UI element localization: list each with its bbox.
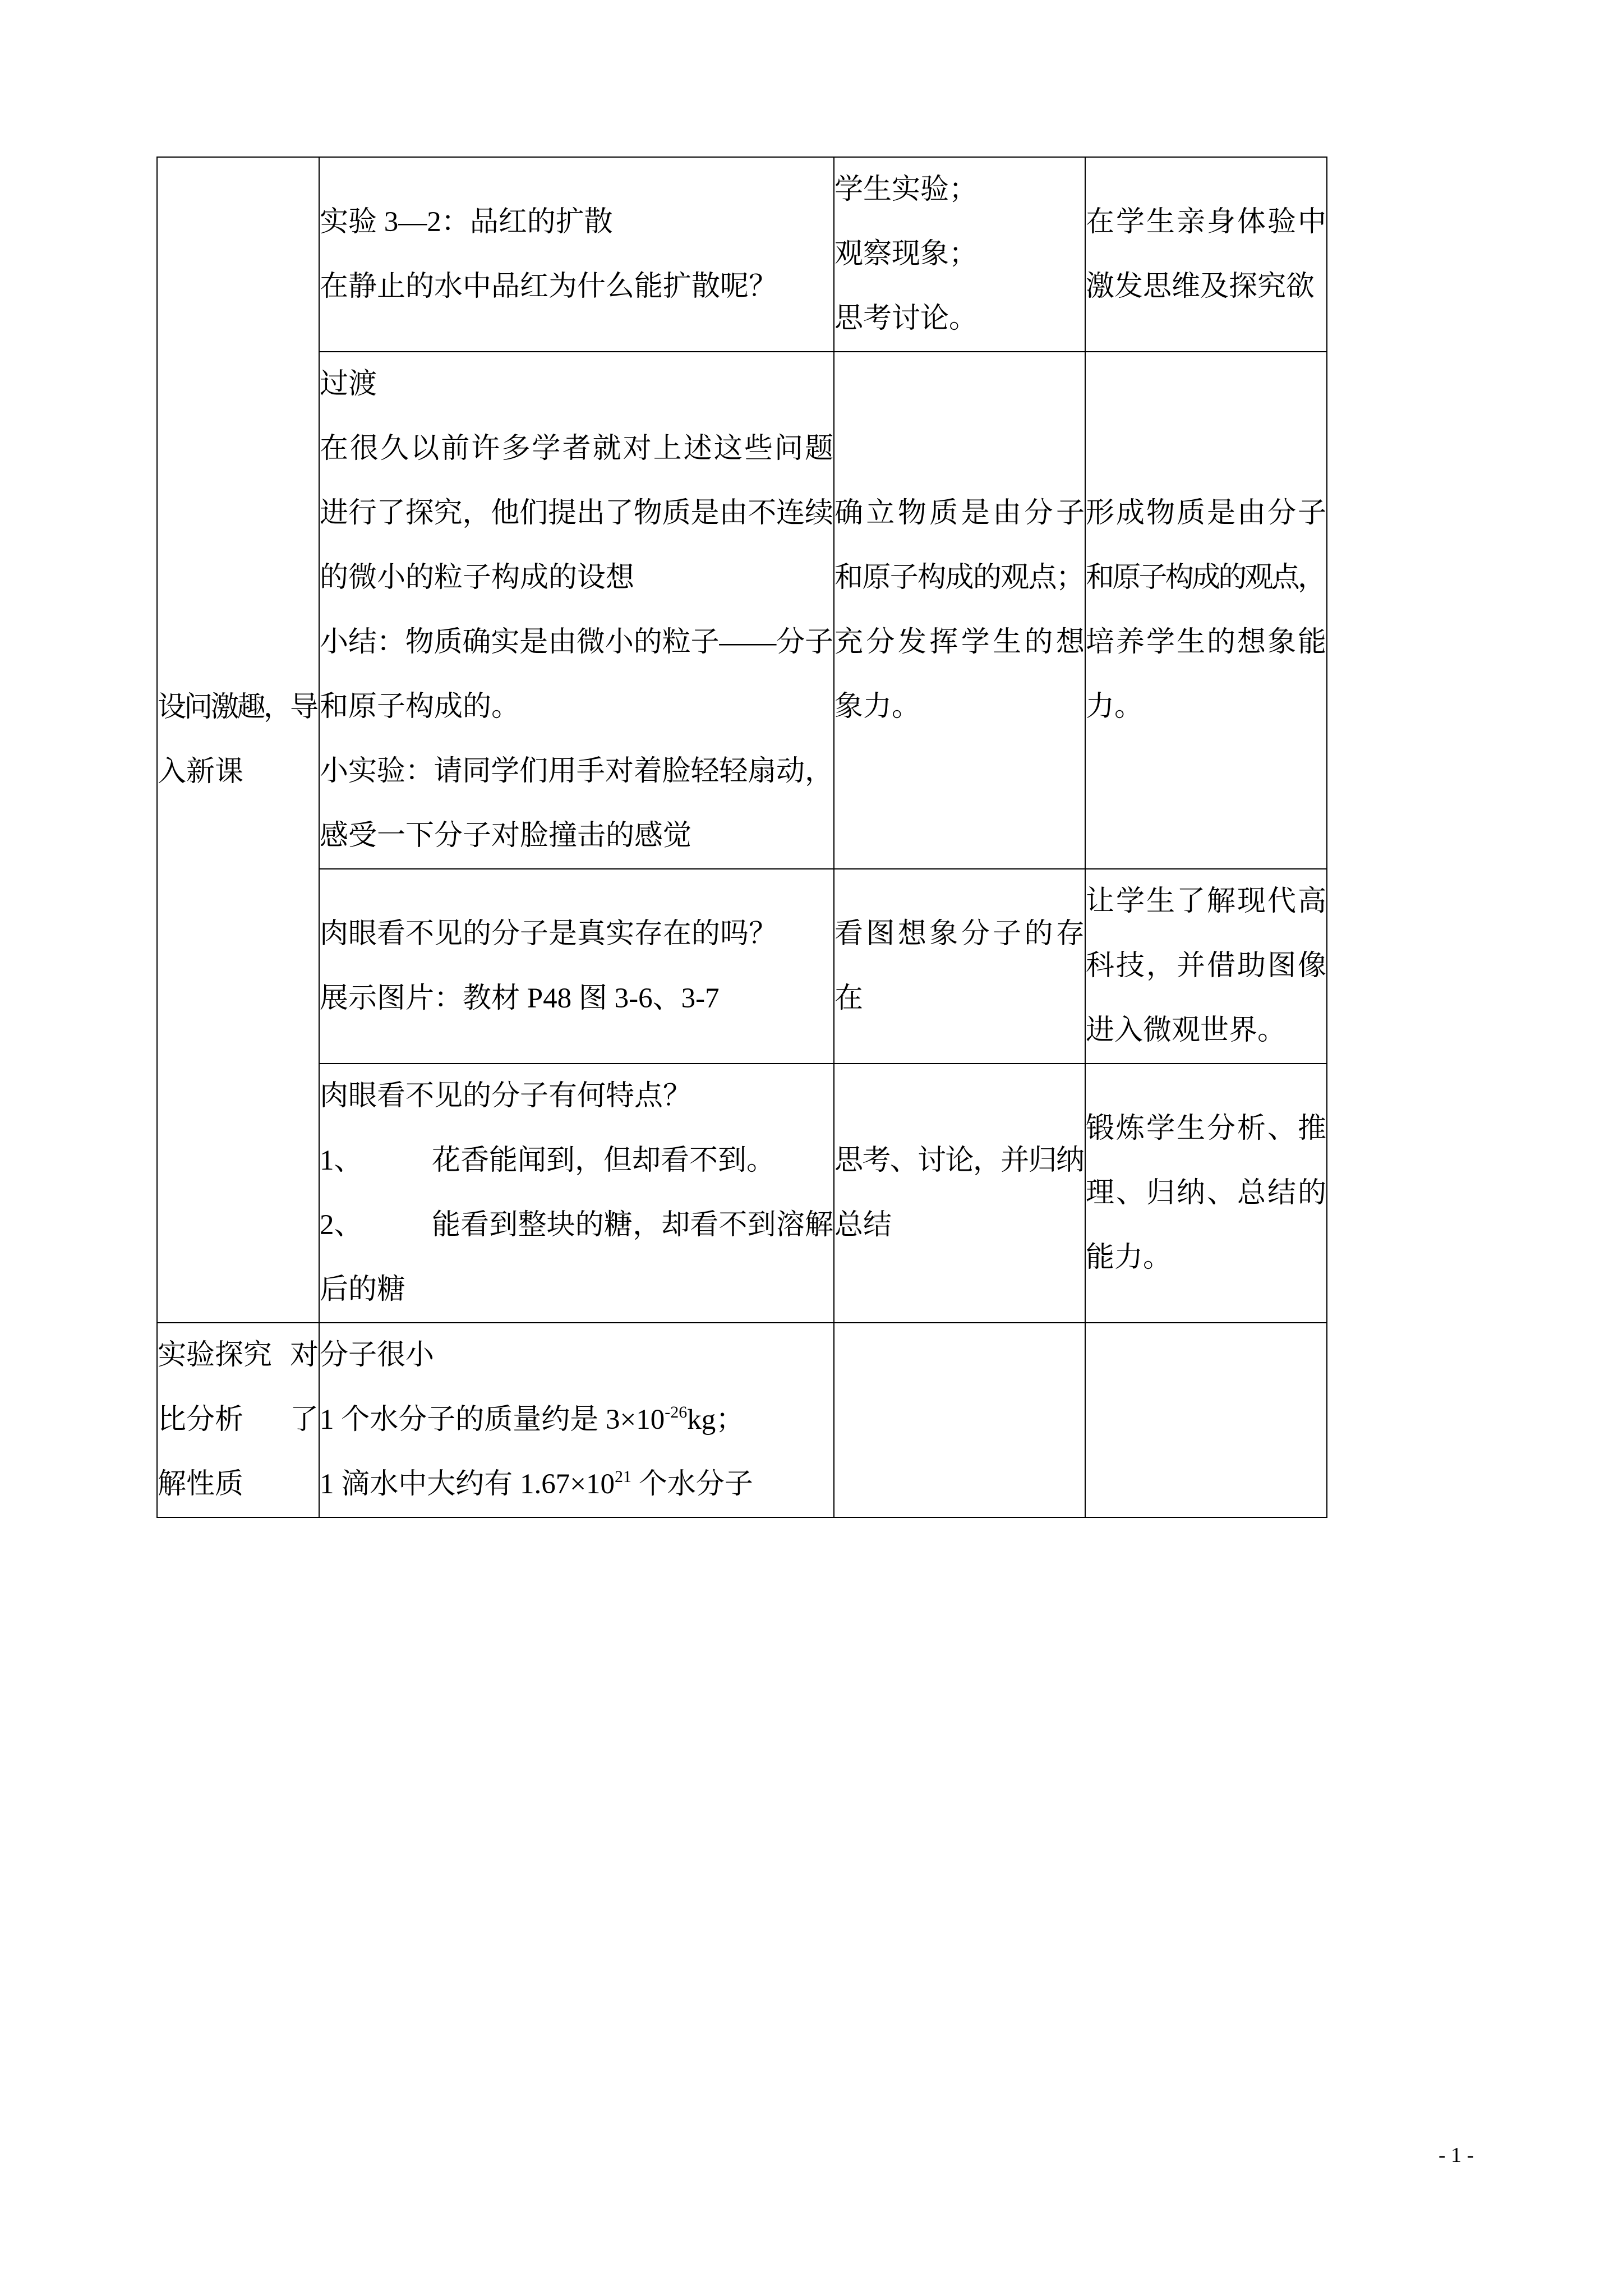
table-row — [157, 157, 1327, 352]
text-line — [834, 1193, 1085, 1258]
text-line — [834, 481, 1088, 546]
text-line — [320, 481, 833, 546]
text-line — [834, 546, 1085, 610]
superscript-exponent: 21 — [615, 1467, 632, 1486]
teaching-stage-cell — [157, 1323, 319, 1517]
teacher-activity-cell — [319, 157, 834, 352]
text-line — [834, 158, 1085, 222]
text-line — [320, 1064, 833, 1129]
text-line — [158, 1323, 319, 1388]
teacher-activity-cell — [319, 352, 834, 869]
design-intent-cell — [1085, 869, 1327, 1064]
line-text: 进入微观世界。 — [1086, 1015, 1287, 1046]
line-text: 入新课 — [158, 756, 244, 788]
text-line — [834, 222, 1085, 287]
line-text: 科技，并借助图像 — [1086, 950, 1328, 982]
line-text: 激发思维及探究欲 — [1086, 270, 1315, 302]
line-text: 设问激趣，导 — [158, 692, 317, 723]
text-line — [834, 610, 1088, 675]
line-text: 理、归纳、总结的 — [1086, 1177, 1328, 1209]
line-text: 培养学生的想象能 — [1086, 627, 1328, 658]
line-text: 分子很小 — [320, 1340, 435, 1371]
student-activity-cell — [834, 352, 1088, 869]
text-line — [320, 967, 833, 1031]
superscript-exponent: -26 — [665, 1403, 688, 1421]
text-line — [1086, 675, 1326, 739]
text-line — [320, 352, 833, 417]
line-text: 看图想象分子的存 — [834, 918, 1088, 950]
text-line — [834, 675, 1085, 739]
text-line — [834, 967, 1085, 1031]
design-intent-cell — [1085, 1323, 1327, 1517]
line-text: 肉眼看不见的分子是真实存在的吗？ — [320, 918, 778, 950]
teacher-activity-cell — [319, 869, 834, 1064]
design-intent-cell — [1085, 157, 1327, 352]
table-row — [157, 352, 1327, 869]
table-row — [157, 1323, 1327, 1517]
student-activity-cell — [834, 157, 1085, 352]
text-line — [320, 1323, 833, 1388]
line-text: 肉眼看不见的分子有何特点？ — [320, 1080, 692, 1112]
text-line — [1086, 934, 1326, 999]
text-line — [158, 1452, 319, 1517]
text-line — [1086, 1226, 1326, 1290]
line-text: 总结 — [834, 1209, 892, 1241]
text-line — [1086, 481, 1326, 546]
text-line — [320, 1129, 833, 1193]
line-text: 思考、讨论，并归纳 — [834, 1145, 1084, 1176]
text-line — [320, 675, 833, 739]
line-text: 锻炼学生分析、推 — [1086, 1112, 1328, 1144]
text-line — [320, 417, 836, 481]
text-line — [1086, 190, 1326, 255]
text-line — [158, 675, 319, 740]
text-segment: 实验探究 — [158, 1340, 273, 1371]
line-text: 在学生亲身体验中 — [1086, 206, 1328, 238]
text-line — [320, 255, 833, 319]
text-line — [1086, 255, 1326, 319]
line-text: 和原子构成的。 — [320, 691, 520, 723]
text-line — [320, 1452, 833, 1517]
text-line — [320, 902, 833, 967]
text-line — [834, 902, 1088, 967]
text-line — [320, 739, 833, 804]
line-text: 确立物质是由分子 — [834, 498, 1088, 529]
design-intent-cell — [1085, 352, 1327, 869]
line-text: 形成物质是由分子 — [1086, 498, 1328, 529]
list-item-text: 花香能闻到，但却看不到。 — [432, 1145, 776, 1176]
line-text: 过渡 — [320, 369, 377, 400]
text-segment: 对 — [289, 1340, 319, 1371]
text-line — [320, 546, 833, 610]
line-text: 的微小的粒子构成的设想 — [320, 562, 635, 593]
lesson-plan-table — [156, 157, 1327, 1518]
text-line — [834, 1129, 1085, 1193]
line-text: 象力。 — [834, 691, 921, 723]
text-line — [158, 740, 319, 804]
line-text: 在很久以前许多学者就对上述这些问题 — [320, 433, 836, 464]
formula-text: 1 滴水中大约有 1.67×10 — [320, 1469, 615, 1500]
line-text: 和原子构成的观点； — [834, 562, 1084, 593]
line-text: 实验 3—2：品红的扩散 — [320, 206, 613, 238]
text-segment: 比分析 — [158, 1404, 244, 1435]
text-line — [1086, 610, 1326, 675]
text-line — [1086, 999, 1326, 1063]
line-text: 在 — [834, 982, 864, 1014]
line-text: 充分发挥学生的想 — [834, 627, 1088, 658]
text-line — [1086, 869, 1326, 934]
text-line — [320, 610, 833, 675]
line-text: 和原子构成的观点， — [1086, 562, 1325, 593]
list-number: 1、 — [320, 1145, 363, 1176]
list-number: 2、 — [320, 1209, 363, 1241]
student-activity-cell — [834, 1323, 1085, 1517]
text-line — [1086, 1097, 1326, 1161]
formula-text: 个水分子 — [631, 1469, 753, 1500]
student-activity-cell — [834, 869, 1088, 1064]
text-line — [320, 190, 833, 255]
line-text: 小结：物质确实是由微小的粒子——分子 — [320, 627, 833, 658]
text-line — [1086, 1161, 1326, 1226]
text-line — [1086, 546, 1326, 610]
line-text: 思考讨论。 — [834, 303, 978, 334]
line-text: 展示图片：教材 P48 图 3-6、3-7 — [320, 982, 720, 1014]
line-text: 力。 — [1086, 691, 1144, 723]
line-text: 让学生了解现代高 — [1086, 886, 1328, 917]
student-activity-cell — [834, 1064, 1085, 1323]
text-line — [320, 1193, 833, 1258]
line-text: 学生实验； — [834, 174, 978, 205]
text-line — [320, 804, 833, 868]
page-number: - 1 - — [1438, 2143, 1474, 2167]
line-text: 小实验：请同学们用手对着脸轻轻扇动， — [320, 756, 833, 787]
line-text: 解性质 — [158, 1469, 244, 1500]
line-text: 进行了探究，他们提出了物质是由不连续 — [320, 498, 833, 529]
line-text: 观察现象； — [834, 238, 978, 270]
list-item-text: 能看到整块的糖，却看不到溶解 — [432, 1209, 834, 1241]
text-segment: 了 — [289, 1404, 319, 1435]
text-line — [158, 1388, 319, 1452]
text-line — [834, 287, 1085, 351]
line-text: 后的糖 — [320, 1274, 406, 1305]
line-text: 在静止的水中品红为什么能扩散呢？ — [320, 270, 778, 302]
line-text: 感受一下分子对脸撞击的感觉 — [320, 820, 692, 852]
design-intent-cell — [1085, 1064, 1327, 1323]
line-text: 能力。 — [1086, 1241, 1172, 1273]
table-row — [157, 869, 1327, 1064]
table-row — [157, 1064, 1327, 1323]
teaching-stage-cell — [157, 157, 319, 1323]
teacher-activity-cell — [319, 1064, 834, 1323]
text-line — [320, 1258, 833, 1322]
teacher-activity-cell — [319, 1323, 834, 1517]
formula-text: 1 个水分子的质量约是 3×10 — [320, 1404, 665, 1435]
text-line — [320, 1388, 833, 1452]
formula-text: kg； — [687, 1404, 745, 1435]
